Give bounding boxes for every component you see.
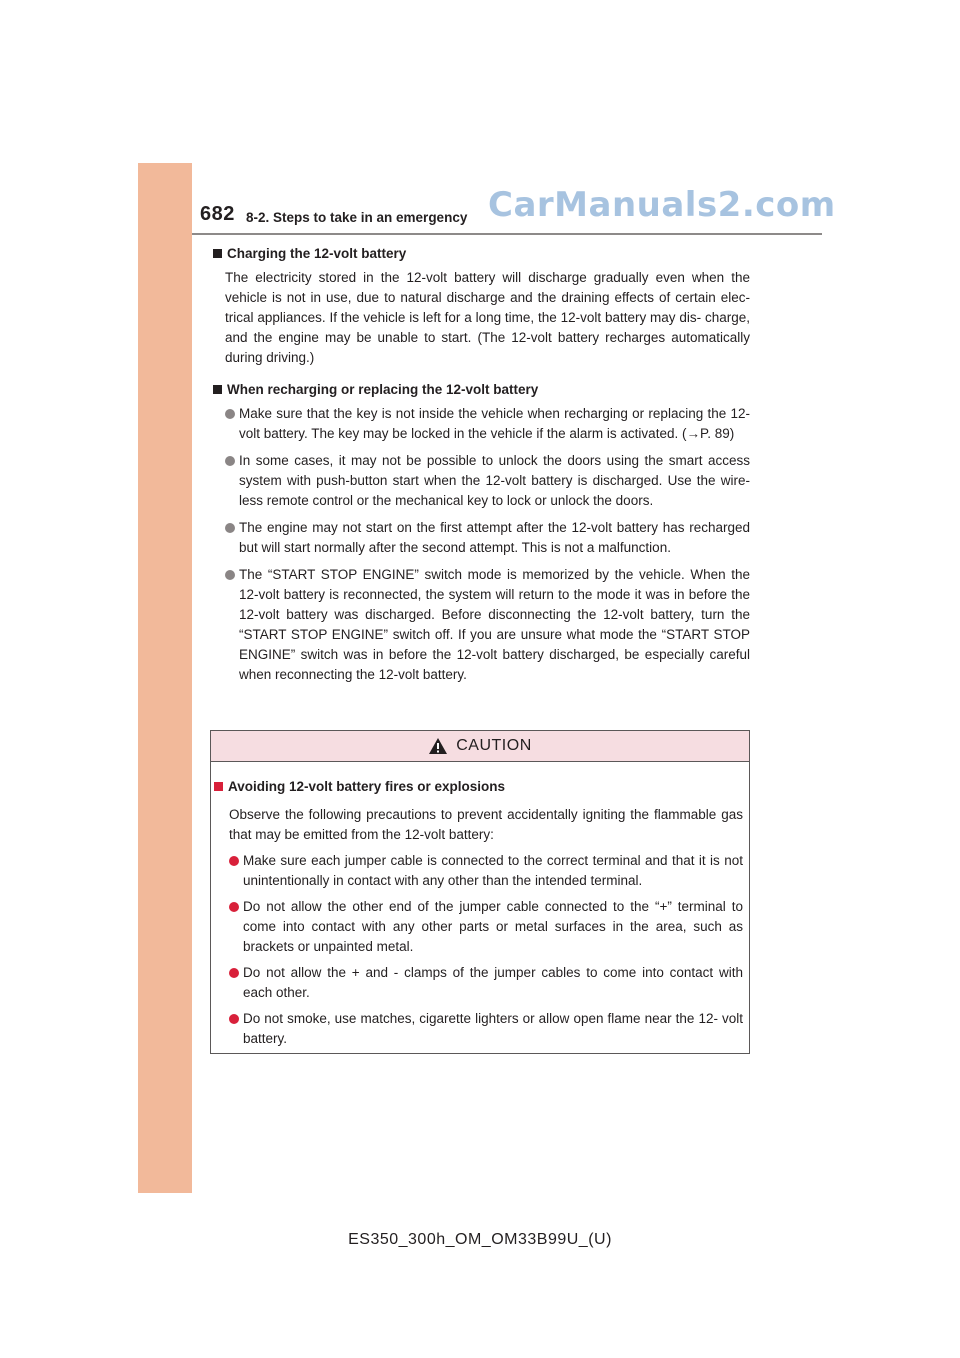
document-footer: ES350_300h_OM_OM33B99U_(U) bbox=[348, 1231, 612, 1248]
caution-box bbox=[210, 730, 750, 1054]
bullet-dot-icon bbox=[229, 902, 239, 912]
list-item bbox=[229, 897, 743, 957]
list-item-text: The engine may not start on the first attempt after the 12-volt battery has recharged but will start normally after the second attempt. This is not a malfunction. bbox=[239, 520, 750, 555]
section-heading bbox=[212, 380, 750, 400]
list-item bbox=[225, 404, 750, 444]
bullet-dot-icon bbox=[229, 1014, 239, 1024]
watermark: CarManuals2.com bbox=[488, 185, 836, 225]
list-item bbox=[225, 565, 750, 685]
caution-heading-text: Avoiding 12-volt battery fires or explosions bbox=[228, 779, 506, 794]
warning-triangle-icon bbox=[428, 737, 448, 755]
list-item-text: The “START STOP ENGINE” switch mode is memorized by the vehicle. When the 12-volt battery is reconnected, the system will return to the mode it was in before the 12-volt battery was discharged. Before disconnecting the 12-volt battery, turn the “START STOP ENGINE” switch off. If you are unsure what mode the “START STOP ENGINE” switch was in before the 12-volt battery discharged, be especially careful when reconnecting the 12-volt battery. bbox=[239, 567, 750, 682]
square-bullet-icon bbox=[213, 385, 222, 394]
caution-header bbox=[211, 731, 749, 762]
list-item-text: In some cases, it may not be possible to unlock the doors using the smart access system with push-button start when the 12-volt battery is discharged. Use the wire- less remote control or the mechanical key to lock or unlock the doors. bbox=[239, 453, 750, 508]
square-bullet-icon bbox=[213, 249, 222, 258]
bullet-dot-icon bbox=[229, 968, 239, 978]
page-number: 682 bbox=[200, 203, 235, 225]
list-item bbox=[229, 851, 743, 891]
header-divider bbox=[192, 233, 822, 235]
list-item-text: Do not allow the + and - clamps of the jumper cables to come into contact with each other. bbox=[243, 965, 743, 1000]
list-item bbox=[229, 963, 743, 1003]
list-item-text: Make sure each jumper cable is connected to the correct terminal and that it is not unintentionally in contact with any other than the intended terminal. bbox=[243, 853, 743, 888]
section-recharging bbox=[212, 380, 750, 685]
section-heading-text: Charging the 12-volt battery bbox=[227, 246, 407, 261]
bullet-dot-icon bbox=[225, 456, 235, 466]
list-item-text: Do not smoke, use matches, cigarette lighters or allow open flame near the 12- volt battery. bbox=[243, 1011, 743, 1046]
list-item bbox=[225, 518, 750, 558]
list-item bbox=[229, 1009, 743, 1049]
list-item bbox=[225, 451, 750, 511]
caution-title: CAUTION bbox=[456, 737, 532, 754]
section-title: 8-2. Steps to take in an emergency bbox=[246, 210, 468, 225]
section-paragraph: The electricity stored in the 12-volt battery will discharge gradually even when the vehicle is not in use, due to natural discharge and the draining effects of certain elec- trical appliances. If the vehicle is left for a long time, the 12-volt battery may dis- charge, and the engine may be unable to start. (The 12-volt battery recharges automatically during driving.) bbox=[225, 270, 750, 365]
caution-body bbox=[211, 762, 749, 1049]
list-item-text: Do not allow the other end of the jumper cable connected to the “+” terminal to come into contact with any other parts or metal surfaces in the area, such as brackets or unpainted metal. bbox=[243, 899, 743, 954]
bullet-dot-icon bbox=[225, 409, 235, 419]
list-item-text: Make sure that the key is not inside the vehicle when recharging or replacing the 12-volt battery. The key may be locked in the vehicle if the alarm is activated. (→P. 89) bbox=[239, 406, 750, 441]
bullet-dot-icon bbox=[225, 570, 235, 580]
section-heading-text: When recharging or replacing the 12-volt battery bbox=[227, 382, 539, 397]
square-bullet-icon bbox=[214, 782, 223, 791]
side-tab-band bbox=[138, 163, 192, 1193]
section-heading bbox=[212, 244, 750, 264]
caution-paragraph: Observe the following precautions to prevent accidentally igniting the flammable gas that may be emitted from the 12-volt battery: bbox=[229, 807, 743, 842]
bullet-dot-icon bbox=[229, 856, 239, 866]
main-content bbox=[212, 244, 750, 697]
section-charging bbox=[212, 244, 750, 368]
caution-heading bbox=[213, 777, 743, 797]
bullet-dot-icon bbox=[225, 523, 235, 533]
